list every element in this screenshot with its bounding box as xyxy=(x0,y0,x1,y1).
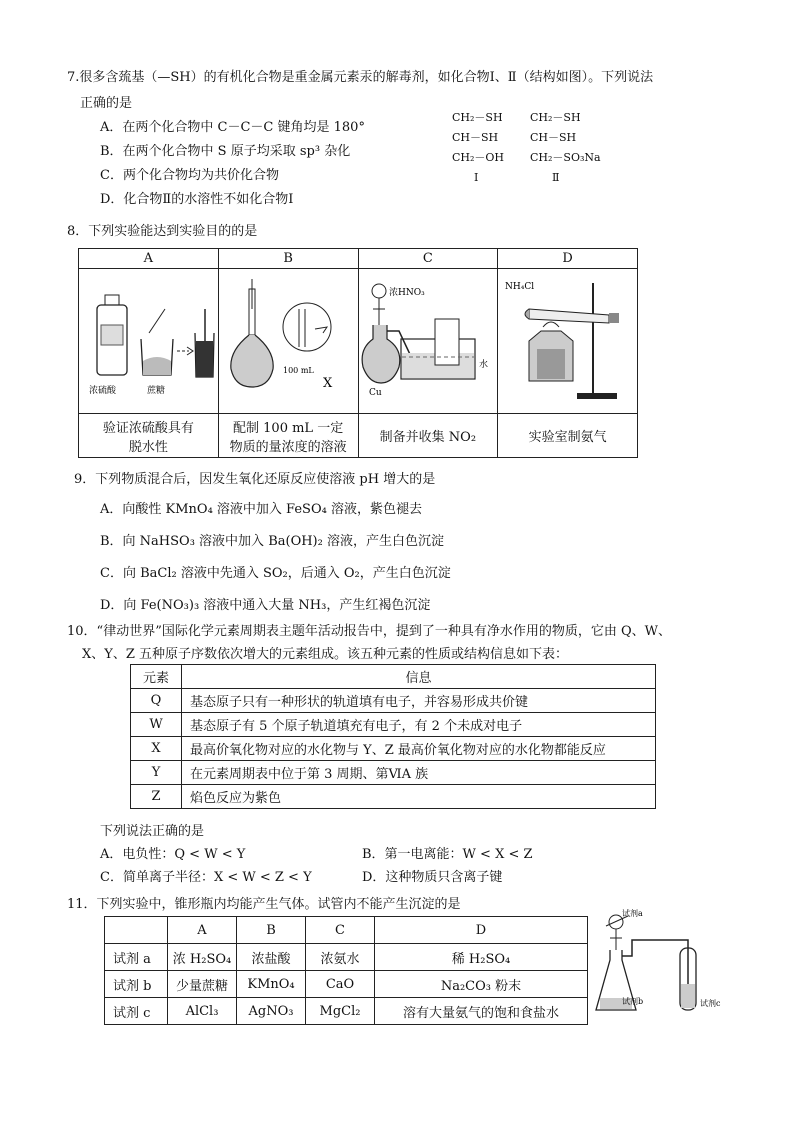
q9-option-c: C．向 BaCl₂ 溶液中先通入 SO₂，后通入 O₂，产生白色沉淀 xyxy=(100,566,451,581)
q10-row-info: 基态原子只有一种形状的轨道填有电子，并容易形成共价键 xyxy=(182,689,656,713)
q11-cell: Na₂CO₃ 粉末 xyxy=(375,971,588,998)
q10-row-info: 基态原子有 5 个原子轨道填充有电子，有 2 个未成对电子 xyxy=(182,713,656,737)
q11-header-d: D xyxy=(375,917,588,944)
q8-caption-d: 实验室制氨气 xyxy=(498,414,638,458)
q7-stem-line1: 7.很多含巯基（—SH）的有机化合物是重金属元素汞的解毒剂，如化合物Ⅰ、Ⅱ（结构如图）。下列说法 xyxy=(67,70,654,85)
q8-figure-b xyxy=(218,269,358,414)
compound-i-structure xyxy=(452,108,504,188)
compound-i-label: Ⅰ xyxy=(474,171,479,184)
fig-a-label-sucrose: 蔗糖 xyxy=(147,386,166,396)
q10-option-d: D．这种物质只含离子键 xyxy=(362,870,503,885)
q8-header-d: D xyxy=(498,249,638,269)
q10-ask: 下列说法正确的是 xyxy=(100,824,205,839)
q11-apparatus-figure xyxy=(592,904,742,1024)
q8-caption-c: 制备并收集 NO₂ xyxy=(358,414,498,458)
q9-stem: 9．下列物质混合后，因发生氧化还原反应使溶液 pH 增大的是 xyxy=(74,472,436,487)
q11-cell: MgCl₂ xyxy=(306,998,375,1025)
q11-cell: CaO xyxy=(306,971,375,998)
q10-element-table xyxy=(130,664,656,809)
q10-row-element: Q xyxy=(131,689,182,713)
compound-ii-row: CH₂－SH xyxy=(530,111,581,124)
q10-stem-line1: 10．“律动世界”国际化学元素周期表主题年活动报告中，提到了一种具有净水作用的物质，它由 Q、W、 xyxy=(67,624,671,639)
fig-b-cross-mark: X xyxy=(323,376,333,391)
compound-ii-row: CH₂－SO₃Na xyxy=(530,151,601,164)
q9-option-a: A．向酸性 KMnO₄ 溶液中加入 FeSO₄ 溶液，紫色褪去 xyxy=(100,502,422,517)
q11-cell: 浓 H₂SO₄ xyxy=(168,944,237,971)
q7-option-a: A．在两个化合物中 C－C－C 键角均是 180° xyxy=(100,120,365,135)
q8-figure-a xyxy=(79,269,219,414)
q10-row-element: Z xyxy=(131,785,182,809)
q8-table xyxy=(78,248,638,458)
q11-header-a: A xyxy=(168,917,237,944)
sulfuric-acid-sucrose-figure xyxy=(79,269,217,409)
q7-stem-line2: 正确的是 xyxy=(80,96,133,111)
q11-header-c: C xyxy=(306,917,375,944)
q7-option-b: B．在两个化合物中 S 原子均采取 sp³ 杂化 xyxy=(100,144,351,159)
compound-i-row: CH₂－SH xyxy=(452,111,503,124)
q11-header-corner xyxy=(105,917,168,944)
q11-header-b: B xyxy=(237,917,306,944)
q11-stem: 11．下列实验中，锥形瓶内均能产生气体。试管内不能产生沉淀的是 xyxy=(67,897,461,912)
q9-option-d: D．向 Fe(NO₃)₃ 溶液中通入大量 NH₃，产生红褐色沉淀 xyxy=(100,598,431,613)
q11-cell: 浓盐酸 xyxy=(237,944,306,971)
fig-d-label-nh4cl: NH₄Cl xyxy=(504,282,534,292)
fig-q11-label-b: 试剂b xyxy=(622,997,644,1006)
q10-header-element: 元素 xyxy=(131,665,182,689)
q10-row-element: Y xyxy=(131,761,182,785)
no2-preparation-figure xyxy=(359,269,497,409)
volumetric-flask-figure xyxy=(219,269,357,409)
q7-option-d: D．化合物Ⅱ的水溶性不如化合物Ⅰ xyxy=(100,192,294,207)
q10-row-info: 焰色反应为紫色 xyxy=(182,785,656,809)
q10-option-c: C．简单离子半径：X < W < Z < Y xyxy=(100,870,312,885)
q11-cell: 稀 H₂SO₄ xyxy=(375,944,588,971)
q10-option-b: B．第一电离能：W < X < Z xyxy=(362,847,533,862)
q8-figure-d xyxy=(498,269,638,414)
q10-option-a: A．电负性：Q < W < Y xyxy=(100,847,246,862)
compound-i-row: CH－SH xyxy=(452,131,499,144)
q11-row-label: 试剂 a xyxy=(105,944,168,971)
fig-c-label-cu: Cu xyxy=(368,388,382,398)
q11-row-label: 试剂 c xyxy=(105,998,168,1025)
q10-stem-line2: X、Y、Z 五种原子序数依次增大的元素组成。该五种元素的性质或结构信息如下表： xyxy=(82,647,569,662)
q8-header-b: B xyxy=(218,249,358,269)
q8-figure-c xyxy=(358,269,498,414)
compound-ii-row: CH－SH xyxy=(530,131,577,144)
q11-cell: 溶有大量氨气的饱和食盐水 xyxy=(375,998,588,1025)
q9-option-b: B．向 NaHSO₃ 溶液中加入 Ba(OH)₂ 溶液，产生白色沉淀 xyxy=(100,534,444,549)
q11-cell: 浓氨水 xyxy=(306,944,375,971)
q11-cell: KMnO₄ xyxy=(237,971,306,998)
q8-header-c: C xyxy=(358,249,498,269)
q8-header-a: A xyxy=(79,249,219,269)
q10-row-info: 最高价氧化物对应的水化物与 Y、Z 最高价氧化物对应的水化物都能反应 xyxy=(182,737,656,761)
q11-cell: 少量蔗糖 xyxy=(168,971,237,998)
fig-q11-label-c: 试剂c xyxy=(700,999,721,1008)
compound-i-row: CH₂－OH xyxy=(452,151,505,164)
q8-caption-b: 配制 100 mL 一定 物质的量浓度的溶液 xyxy=(218,414,358,458)
q11-cell: AlCl₃ xyxy=(168,998,237,1025)
q8-stem: 8．下列实验能达到实验目的的是 xyxy=(67,224,258,239)
fig-b-label-volume: 100 mL xyxy=(283,366,314,375)
q8-caption-a: 验证浓硫酸具有 脱水性 xyxy=(79,414,219,458)
q10-header-info: 信息 xyxy=(182,665,656,689)
fig-a-label-acid: 浓硫酸 xyxy=(89,386,117,396)
fig-c-label-acid: 浓HNO₃ xyxy=(388,288,425,298)
q11-row-label: 试剂 b xyxy=(105,971,168,998)
q7-option-c: C．两个化合物均为共价化合物 xyxy=(100,168,279,183)
q10-row-info: 在元素周期表中位于第 3 周期、第ⅥA 族 xyxy=(182,761,656,785)
q10-row-element: W xyxy=(131,713,182,737)
q11-reagent-table xyxy=(104,916,588,1025)
fig-q11-label-a: 试剂a xyxy=(622,909,643,918)
q10-row-element: X xyxy=(131,737,182,761)
compound-ii-label: Ⅱ xyxy=(552,171,560,184)
fig-c-label-water: 水 xyxy=(478,360,488,370)
q11-cell: AgNO₃ xyxy=(237,998,306,1025)
compound-ii-structure xyxy=(530,108,601,188)
ammonia-preparation-figure xyxy=(499,269,637,409)
